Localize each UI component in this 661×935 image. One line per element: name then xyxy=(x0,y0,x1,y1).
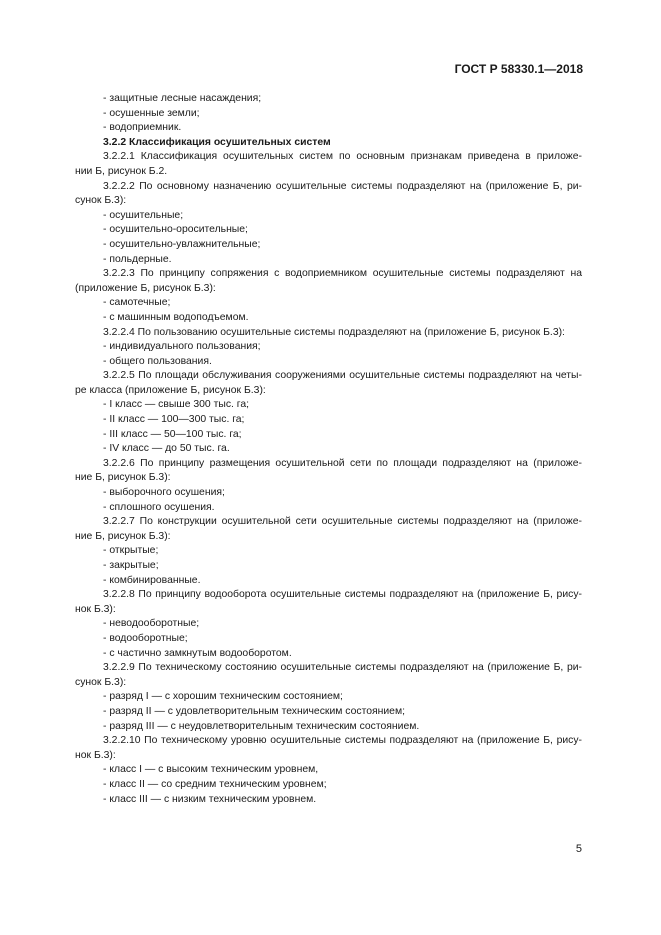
text-line: - защитные лесные насаждения; xyxy=(103,93,262,104)
text-line: - общего пользования. xyxy=(103,355,212,367)
text-line: 3.2.2.6 По принципу размещения осушительной сети по площади подразделяют на (приложе- xyxy=(103,457,582,469)
text-line: - неводооборотные; xyxy=(103,618,200,630)
text-line: нок Б.3): xyxy=(75,749,116,761)
text-line: 3.2.2.9 По техническому состоянию осушительные системы подразделяют на (приложение Б, ри- xyxy=(103,662,582,674)
text-line: - разряд I — с хорошим техническим состоянием; xyxy=(103,691,343,703)
text-line: - водооборотные; xyxy=(103,632,188,644)
text-line: 3.2.2.7 По конструкции осушительной сети осушительные системы подразделяют на (приложе- xyxy=(103,516,582,528)
text-line: - польдерные. xyxy=(103,253,172,265)
text-line: 3.2.2.5 По площади обслуживания сооружениями осушительные системы подразделяют на четы- xyxy=(103,370,582,382)
text-line: нок Б.3): xyxy=(75,603,116,615)
text-line: - осушительные; xyxy=(103,209,184,221)
text-line: - разряд II — с удовлетворительным техническим состоянием; xyxy=(103,705,405,717)
text-line: ре класса (приложение Б, рисунок Б.3): xyxy=(75,384,266,396)
text-line: - закрытые; xyxy=(103,560,159,571)
text-line: - открытые; xyxy=(103,545,159,557)
text-line: ние Б, рисунок Б.3): xyxy=(75,472,171,484)
text-line: - класс I — с высоким техническим уровнем, xyxy=(103,764,319,776)
text-line: 3.2.2.2 По основному назначению осушительные системы подразделяют на (приложение Б, ри- xyxy=(103,180,582,192)
text-line: - III класс — 50—100 тыс. га; xyxy=(103,428,242,440)
text-line: сунок Б.3): xyxy=(75,195,127,207)
text-line: ние Б, рисунок Б.3): xyxy=(75,530,171,542)
document-body xyxy=(75,92,582,807)
text-line: - водоприемник. xyxy=(103,122,182,134)
text-line: 3.2.2.8 По принципу водооборота осушительные системы подразделяют на (приложение Б, рису- xyxy=(103,589,582,601)
text-line: 3.2.2.10 По техническому уровню осушительные системы подразделяют на (приложение Б, рису- xyxy=(103,735,582,747)
text-line: - класс III — с низким техническим уровнем. xyxy=(103,793,317,805)
text-line: - с машинным водоподъемом. xyxy=(103,311,249,323)
text-line: - самотечные; xyxy=(103,297,171,309)
text-line: - IV класс — до 50 тыс. га. xyxy=(103,443,230,455)
text-line: - выборочного осушения; xyxy=(103,487,225,499)
text-line: - индивидуального пользования; xyxy=(103,341,261,353)
text-line: 3.2.2.3 По принципу сопряжения с водоприемником осушительные системы подразделяют на xyxy=(103,268,582,280)
text-line: - осушительно-оросительные; xyxy=(103,224,248,236)
text-line: - разряд III — с неудовлетворительным техническим состоянием. xyxy=(103,720,420,732)
text-line: - осушенные земли; xyxy=(103,107,200,119)
text-line: 3.2.2.1 Классификация осушительных систем по основным признакам приведена в приложе- xyxy=(103,151,582,163)
text-line: - сплошного осушения. xyxy=(103,501,215,513)
text-line: нии Б, рисунок Б.2. xyxy=(75,165,168,177)
text-line: (приложение Б, рисунок Б.3): xyxy=(75,282,216,294)
text-line: - II класс — 100—300 тыс. га; xyxy=(103,414,245,426)
section-heading: 3.2.2 Классификация осушительных систем xyxy=(103,136,331,148)
text-line: - комбинированные. xyxy=(103,574,201,586)
text-line: 3.2.2.4 По пользованию осушительные системы подразделяют на (приложение Б, рисунок Б.3): xyxy=(103,326,565,338)
text-line: - I класс — свыше 300 тыс. га; xyxy=(103,399,250,411)
page-number: 5 xyxy=(575,843,582,855)
document-header-title: ГОСТ Р 58330.1—2018 xyxy=(454,62,583,76)
text-line: сунок Б.3): xyxy=(75,676,127,688)
text-line: - с частично замкнутым водооборотом. xyxy=(103,647,292,659)
text-line: - класс II — со средним техническим уровнем; xyxy=(103,778,327,790)
text-line: - осушительно-увлажнительные; xyxy=(103,238,261,250)
